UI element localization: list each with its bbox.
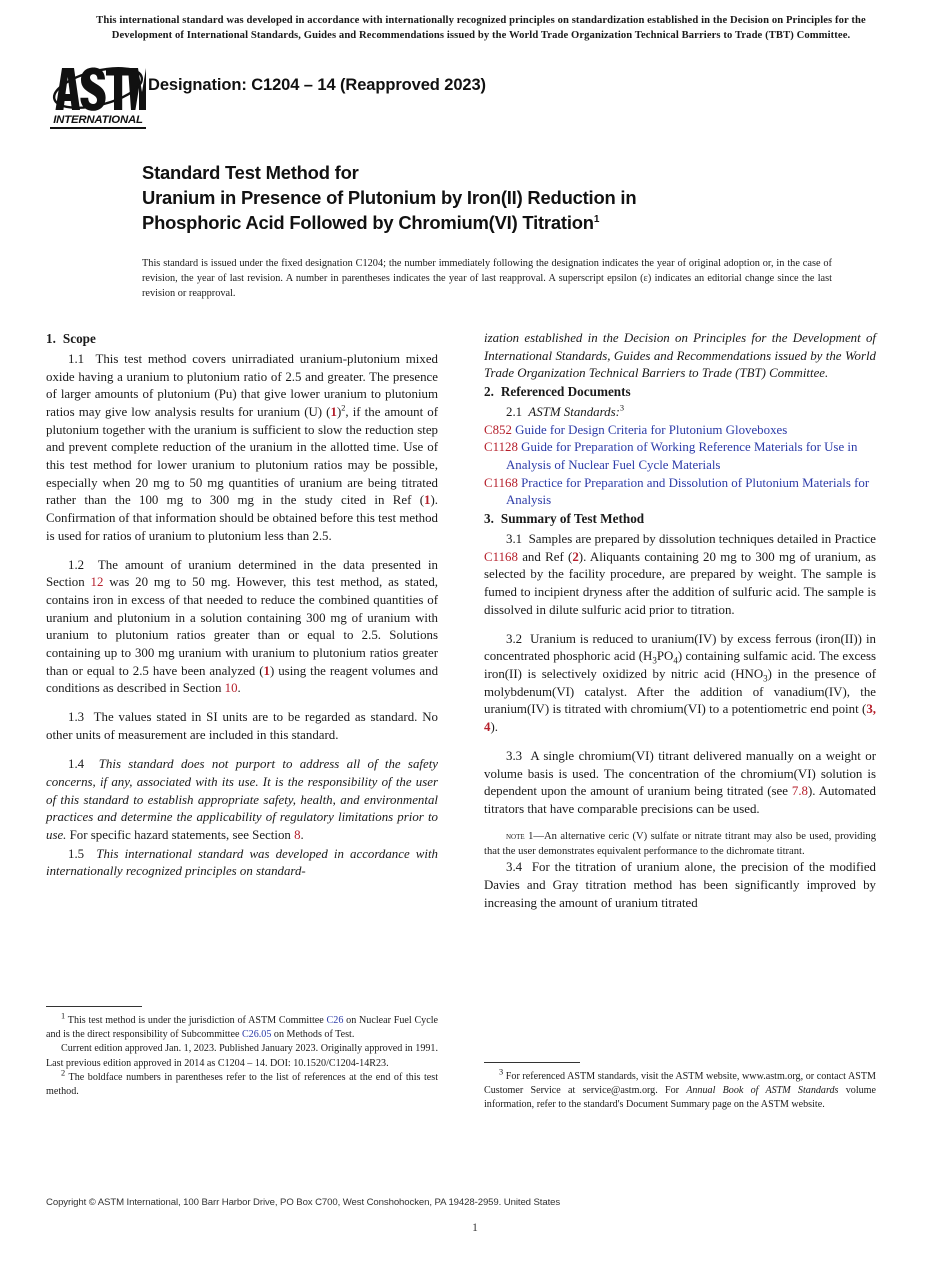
footnote-marker-2: 2 bbox=[341, 403, 346, 413]
section-number: 3. bbox=[484, 510, 494, 526]
publication-name: Annual Book of ASTM Standards bbox=[686, 1085, 839, 1097]
section-number: 2. bbox=[484, 383, 494, 399]
paragraph-1-3: 1.3 The values stated in SI units are to be regarded as standard. No other units of measurement are included in this standard. bbox=[46, 710, 438, 743]
section-link[interactable]: 7.8 bbox=[791, 784, 809, 799]
title-line-1: Standard Test Method for bbox=[142, 162, 359, 183]
standard-title[interactable]: Guide for Preparation of Working Reference Materials for Use in Analysis of Nuclear Fuel Cycle Materials bbox=[506, 440, 858, 472]
astm-standards-list bbox=[484, 422, 876, 510]
standard-id[interactable]: C1128 bbox=[484, 440, 518, 455]
para-number: 1.2 bbox=[68, 557, 85, 572]
paragraph-1-5: 1.5 This international standard was developed in accordance with internationally recognized principles on standard- bbox=[46, 846, 438, 879]
paragraph-3-4: 3.4 For the titration of uranium alone, the precision of the modified Davies and Gray titration method has been significantly improved by increasing the amount of uranium titrated bbox=[484, 860, 876, 910]
title-line-2: Uranium in Presence of Plutonium by Iron(II) Reduction in bbox=[142, 187, 637, 208]
section-title: Scope bbox=[62, 331, 96, 346]
page-number: 1 bbox=[472, 1222, 478, 1234]
note-1 bbox=[484, 830, 876, 859]
footnote-marker: 3 bbox=[499, 1067, 504, 1077]
section-title: Referenced Documents bbox=[500, 383, 631, 399]
title-line-3: Phosphoric Acid Followed by Chromium(VI) Titration$^1$ bbox=[142, 212, 600, 233]
section-heading-scope bbox=[46, 330, 438, 348]
astm-logo-wordmark: INTERNATIONAL bbox=[50, 114, 146, 129]
section-link[interactable]: 12 bbox=[90, 575, 104, 590]
chem-subscript: 3 bbox=[652, 655, 657, 666]
right-column bbox=[484, 330, 876, 912]
committee-link[interactable]: C26 bbox=[326, 1015, 344, 1026]
list-item[interactable] bbox=[484, 439, 876, 474]
footnote-rule bbox=[46, 1006, 142, 1007]
subsection-astm-standards: 2.1 ASTM Standards:$^3$ bbox=[506, 403, 625, 419]
copyright-notice: Copyright © ASTM International, 100 Barr Harbor Drive, PO Box C700, West Conshohocken, PA 19428-2959. United States bbox=[46, 1197, 561, 1208]
para-number: 3.3 bbox=[506, 749, 523, 764]
para-number: 1.4 bbox=[68, 757, 85, 772]
footnote-3: $^3$ For referenced ASTM standards, visit the ASTM website, www.astm.org, or contact ASTM Customer Service at service@astm.org. For Annual Book of ASTM Standards volume information, refer to the standard's Document Summary page on the ASTM website. bbox=[484, 1067, 877, 1111]
ref-citation[interactable]: 1 bbox=[330, 404, 337, 419]
note-text: —An alternative ceric (V) sulfate or nitrate titrant may also be used, providing that the user demonstrates equivalent performance to the dichromate titrant. bbox=[484, 831, 877, 857]
para-number: 1.5 bbox=[68, 846, 85, 861]
section-link[interactable]: 10 bbox=[224, 681, 238, 696]
footnote-2: $^2$ The boldface numbers in parentheses refer to the list of references at the end of this test method. bbox=[46, 1068, 438, 1098]
paragraph-3-1: 3.1 Samples are prepared by dissolution techniques detailed in Practice C1168 and Ref (2). Aliquants containing 20 mg to 300 mg of uranium, as selected by the facility procedure, are prepared by weight. The sample is fumed to incipient dryness after the addition of sulfuric acid. The sample is dissolved in dilute sulfuric acid prior to titration. bbox=[484, 531, 876, 617]
footnote-1: $^1$ This test method is under the jurisdiction of ASTM Committee C26 on Nuclear Fuel Cycle and is the direct responsibility of Subcommittee C26.05 on Methods of Test. bbox=[46, 1011, 438, 1041]
page-title bbox=[142, 160, 842, 235]
footnote-rule bbox=[484, 1062, 580, 1063]
section-number: 1. bbox=[46, 331, 56, 346]
para-number: 2.1 bbox=[506, 404, 523, 419]
footnotes-left bbox=[46, 1006, 438, 1099]
tbt-header-line-2: Development of International Standards, Guides and Recommendations issued by the World Trade Organization Technical Barriers to Trade (TBT) Committee. bbox=[111, 29, 851, 41]
tbt-header-note bbox=[48, 14, 914, 43]
footnote-edition: Current edition approved Jan. 1, 2023. Published January 2023. Originally approved in 1991. Last previous edition approved in 2014 as C1204 – 14. DOI: 10.1520/C1204-14R23. bbox=[46, 1043, 438, 1069]
tbt-header-line-1: This international standard was developed in accordance with internationally recognized principles on standardization established in the Decision on Principles for the bbox=[96, 15, 866, 26]
ref-citation[interactable]: 1 bbox=[424, 493, 431, 508]
designation-line: Designation: C1204 – 14 (Reapproved 2023) bbox=[148, 76, 486, 94]
chem-subscript: 3 bbox=[763, 673, 768, 684]
standard-title[interactable]: Guide for Design Criteria for Plutonium Gloveboxes bbox=[515, 422, 788, 437]
footnote-marker: 2 bbox=[61, 1068, 66, 1078]
chem-subscript: 4 bbox=[673, 655, 678, 666]
standard-link[interactable]: C1168 bbox=[484, 549, 518, 564]
paragraph-1-5-continued: ization established in the Decision on Principles for the Development of International Standards, Guides and Recommendations issued by the World Trade Organization Technical Barriers to Trade (TBT) Committee. bbox=[484, 331, 876, 381]
footnote-marker: 1 bbox=[61, 1011, 66, 1021]
issue-statement: This standard is issued under the fixed designation C1204; the number immediately following the designation indicates the year of original adoption or, in the case of revision, the year of last revision. A number in parentheses indicates the year of last reapproval. A superscript epsilon (ε) indicates an editorial change since the last revision or reapproval. bbox=[142, 258, 832, 300]
section-link[interactable]: 8 bbox=[294, 827, 301, 842]
list-item[interactable] bbox=[484, 422, 876, 440]
note-label: note 1 bbox=[506, 831, 534, 843]
paragraph-3-3: 3.3 A single chromium(VI) titrant delivered manually on a weight or volume basis is used. The concentration of the chromium(VI) solution is dependent upon the amount of uranium being titrated (see 7.8). Automated titrators that have comparable precisions can be used. bbox=[484, 749, 877, 817]
para-number: 3.4 bbox=[506, 860, 523, 875]
list-item[interactable] bbox=[484, 475, 876, 510]
ref-citation[interactable]: 1 bbox=[263, 663, 270, 678]
left-column bbox=[46, 330, 438, 881]
paragraph-3-2: 3.2 Uranium is reduced to uranium(IV) by excess ferrous (iron(II)) in concentrated phosphoric acid $(H_3PO_4)$ containing sulfamic acid. The excess iron(II) is selectively oxidized by nitric acid $(HNO_3)$ in the presence of molybdenum(VI) catalyst. After the addition of vanadium(IV), the uranium(IV) is titrated with chromium(VI) to a potentiometric end point (3, 4). bbox=[484, 631, 876, 734]
ref-citation[interactable]: 3, 4 bbox=[484, 702, 876, 734]
ref-citation[interactable]: 2 bbox=[572, 549, 579, 564]
subcommittee-link[interactable]: C26.05 bbox=[241, 1029, 272, 1041]
footnotes-right bbox=[484, 1062, 876, 1113]
para-number: 3.2 bbox=[506, 631, 523, 646]
section-heading-summary bbox=[484, 510, 876, 528]
section-heading-referenced-documents bbox=[484, 383, 876, 401]
standard-id[interactable]: C852 bbox=[484, 422, 512, 437]
para-number: 3.1 bbox=[506, 531, 523, 546]
para-number: 1.1 bbox=[68, 352, 85, 366]
footnote-marker-3: 3 bbox=[619, 403, 625, 413]
astm-logo-mark-icon bbox=[50, 62, 146, 116]
paragraph-1-4: 1.4 This standard does not purport to address all of the safety concerns, if any, associated with its use. It is the responsibility of the user of this standard to establish appropriate safety, health, and environmental practices and determine the applicability of regulatory limitations prior to use. For specific hazard statements, see Section 8. bbox=[46, 757, 438, 842]
title-footnote-marker: 1 bbox=[593, 213, 600, 225]
standard-title[interactable]: Practice for Preparation and Dissolution of Plutonium Materials for Analysis bbox=[506, 475, 870, 508]
section-title: Summary of Test Method bbox=[500, 510, 645, 526]
para-number: 1.3 bbox=[68, 710, 85, 725]
standard-id[interactable]: C1168 bbox=[484, 475, 518, 490]
paragraph-1-1: 1.1 This test method covers unirradiated uranium-plutonium mixed oxide having a uranium to plutonium ratio of 2.5 and greater. The presence of larger amounts of plutonium (Pu) that give lower uranium to plutonium ratios may give low analysis results for uranium (U) (1)$^2$, if the amount of plutonium together with the uranium is sufficient to slow the reduction step and prevent complete reduction of the uranium in the allotted time. Use of this test method for lower uranium to plutonium ratios may be possible, especially when 20 mg to 50 mg quantities of uranium are being titrated rather than the 100 mg to 300 mg in the study cited in Ref (1). Confirmation of that information should be obtained before this test method is used for ratios of uranium to plutonium less than 2.5. bbox=[46, 352, 439, 543]
astm-logo bbox=[50, 62, 146, 134]
paragraph-1-2: 1.2 The amount of uranium determined in the data presented in Section 12 was 20 mg to 50 mg. However, this test method, as stated, contains iron in excess of that needed to reduce the combined quantities of uranium and plutonium in a solution containing 300 mg of uranium with uranium to plutonium ratios greater than or equal to 2.5. Solutions containing up to 300 mg uranium with uranium to plutonium ratios greater than or equal to 2.5 have been analyzed (1) using the reagent volumes and conditions as described in Section 10. bbox=[46, 557, 439, 696]
